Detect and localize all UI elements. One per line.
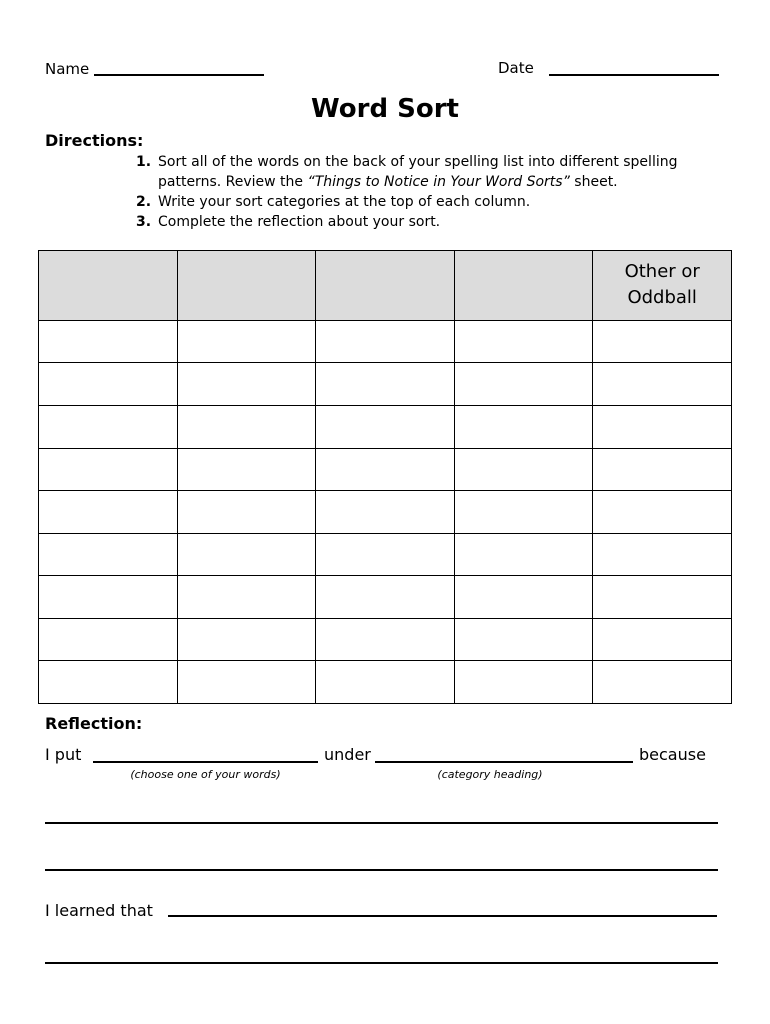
reflection-heading: Reflection: [45,714,143,733]
word-cell[interactable] [593,320,732,363]
word-sort-table [38,250,732,704]
i-put-label: I put [45,745,82,764]
word-cell[interactable] [454,576,593,619]
word-cell[interactable] [177,406,316,449]
date-field[interactable] [549,74,719,76]
word-cell[interactable] [39,448,178,491]
direction-text [158,152,726,192]
word-cell[interactable] [316,320,455,363]
word-cell[interactable] [593,661,732,704]
word-cell[interactable] [454,661,593,704]
under-label: under [324,745,371,764]
category-heading-field[interactable] [375,761,633,763]
learned-field[interactable] [168,915,717,917]
word-cell[interactable] [593,406,732,449]
word-cell[interactable] [39,576,178,619]
word-cell[interactable] [177,320,316,363]
learned-line[interactable] [45,962,718,964]
word-cell[interactable] [39,618,178,661]
table-row [39,491,732,534]
word-cell[interactable] [177,363,316,406]
word-cell[interactable] [316,448,455,491]
reason-line[interactable] [45,822,718,824]
word-cell[interactable] [177,661,316,704]
word-cell[interactable] [39,491,178,534]
direction-text-emphasis: “Things to Notice in Your Word Sorts” [307,174,570,190]
table-row [39,576,732,619]
word-cell[interactable] [177,576,316,619]
category-heading-cell[interactable] [39,251,178,321]
reason-line[interactable] [45,869,718,871]
word-cell[interactable] [177,533,316,576]
other-oddball-heading-text: Other or Oddball [624,261,700,309]
page-title: Word Sort [311,94,459,124]
table-row [39,320,732,363]
word-cell[interactable] [39,320,178,363]
direction-item [136,192,726,212]
word-cell[interactable] [593,533,732,576]
table-row [39,618,732,661]
chosen-word-field[interactable] [93,761,318,763]
direction-item [136,212,726,232]
word-cell[interactable] [316,363,455,406]
other-oddball-heading-cell [593,251,732,321]
direction-text-part: Sort all of the words on the back of your spelling list into different spelling patterns. Review the [158,154,678,190]
table-row [39,448,732,491]
direction-item [136,152,726,192]
word-cell[interactable] [39,533,178,576]
table-row [39,406,732,449]
word-cell[interactable] [454,533,593,576]
direction-text-part: sheet. [569,174,618,190]
category-heading-hint: (category heading) [437,768,543,781]
word-cell[interactable] [316,576,455,619]
word-cell[interactable] [593,363,732,406]
direction-text: Complete the reflection about your sort. [158,214,441,230]
word-cell[interactable] [593,618,732,661]
word-cell[interactable] [39,406,178,449]
word-cell[interactable] [177,618,316,661]
word-cell[interactable] [316,533,455,576]
table-row [39,533,732,576]
date-label: Date [498,59,534,77]
chosen-word-hint: (choose one of your words) [130,768,281,781]
direction-number: 1. [136,154,152,170]
word-cell[interactable] [454,448,593,491]
word-cell[interactable] [454,491,593,534]
word-cell[interactable] [593,448,732,491]
word-cell[interactable] [39,363,178,406]
direction-number: 2. [136,194,152,210]
category-heading-cell[interactable] [316,251,455,321]
direction-text: Write your sort categories at the top of each column. [158,194,531,210]
word-cell[interactable] [454,320,593,363]
word-cell[interactable] [316,618,455,661]
name-label: Name [45,60,90,78]
word-cell[interactable] [593,576,732,619]
because-label: because [639,745,706,764]
table-row [39,661,732,704]
directions-list [136,152,726,232]
directions-heading: Directions: [45,131,144,150]
i-learned-label: I learned that [45,901,153,920]
word-cell[interactable] [177,491,316,534]
table-row [39,363,732,406]
word-cell[interactable] [454,406,593,449]
word-cell[interactable] [316,406,455,449]
direction-number: 3. [136,214,152,230]
category-heading-cell[interactable] [454,251,593,321]
category-heading-cell[interactable] [177,251,316,321]
word-cell[interactable] [316,661,455,704]
word-cell[interactable] [593,491,732,534]
word-cell[interactable] [177,448,316,491]
word-cell[interactable] [316,491,455,534]
word-cell[interactable] [454,618,593,661]
word-cell[interactable] [454,363,593,406]
name-field[interactable] [94,74,264,76]
header-row [39,251,732,321]
word-cell[interactable] [39,661,178,704]
